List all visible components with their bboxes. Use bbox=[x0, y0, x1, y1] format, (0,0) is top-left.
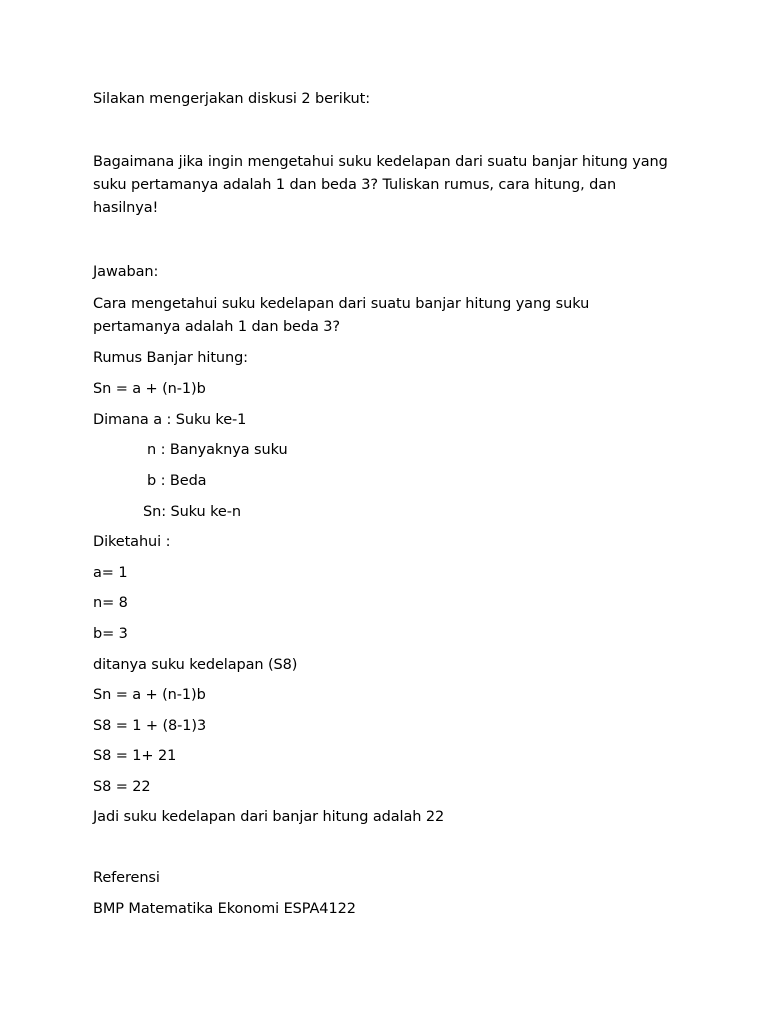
intro-text: Silakan mengerjakan diskusi 2 berikut: bbox=[93, 91, 371, 107]
definition-a: Dimana a : Suku ke-1 bbox=[93, 412, 247, 428]
references-heading: Referensi bbox=[93, 870, 160, 886]
reference-item-1: BMP Matematika Ekonomi ESPA4122 bbox=[93, 901, 356, 917]
known-heading: Diketahui : bbox=[93, 534, 171, 550]
step-2: S8 = 1 + (8-1)3 bbox=[93, 718, 207, 734]
answer-heading: Jawaban: bbox=[93, 264, 159, 280]
formula-heading: Rumus Banjar hitung: bbox=[93, 350, 248, 366]
question-line-2: suku pertamanya adalah 1 dan beda 3? Tuliskan rumus, cara hitung, dan bbox=[93, 177, 617, 193]
conclusion-text: Jadi suku kedelapan dari banjar hitung adalah 22 bbox=[93, 809, 445, 825]
formula: Sn = a + (n-1)b bbox=[93, 381, 206, 397]
answer-restate-line-2: pertamanya adalah 1 dan beda 3? bbox=[93, 319, 340, 335]
answer-restate-line-1: Cara mengetahui suku kedelapan dari suatu banjar hitung yang suku bbox=[93, 296, 590, 312]
definition-b: b : Beda bbox=[147, 473, 207, 489]
asked-text: ditanya suku kedelapan (S8) bbox=[93, 657, 298, 673]
known-b: b= 3 bbox=[93, 626, 128, 642]
step-3: S8 = 1+ 21 bbox=[93, 748, 177, 764]
known-a: a= 1 bbox=[93, 565, 128, 581]
question-line-3: hasilnya! bbox=[93, 200, 159, 216]
step-1: Sn = a + (n-1)b bbox=[93, 687, 206, 703]
definition-n: n : Banyaknya suku bbox=[147, 442, 288, 458]
known-n: n= 8 bbox=[93, 595, 128, 611]
definition-sn: Sn: Suku ke-n bbox=[143, 504, 241, 520]
question-line-1: Bagaimana jika ingin mengetahui suku kedelapan dari suatu banjar hitung yang bbox=[93, 154, 668, 170]
step-4: S8 = 22 bbox=[93, 779, 151, 795]
